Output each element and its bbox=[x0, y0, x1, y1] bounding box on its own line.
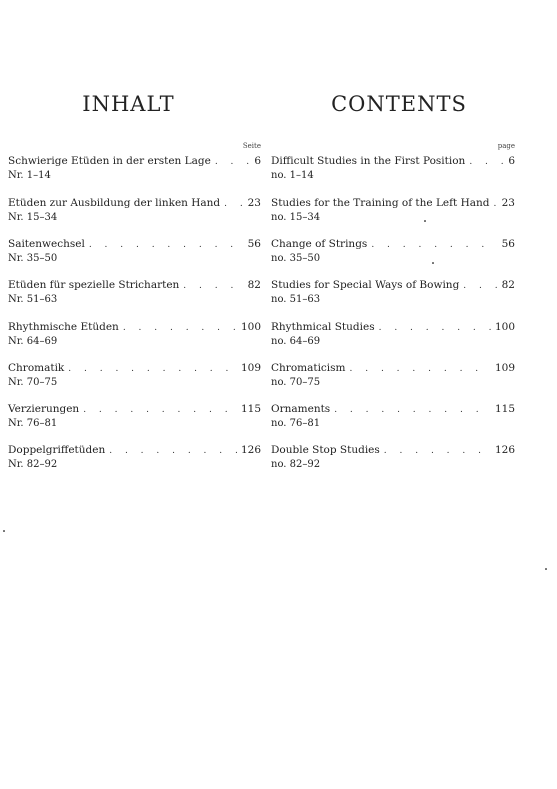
entry-range: no. 51–63 bbox=[271, 294, 321, 305]
entry-title: Doppelgriffetüden bbox=[8, 444, 106, 456]
german-heading: INHALT bbox=[82, 92, 175, 116]
entry-range: no. 64–69 bbox=[271, 336, 321, 347]
english-heading: CONTENTS bbox=[331, 92, 467, 116]
entry-page: 100 bbox=[494, 321, 515, 333]
toc-entry bbox=[271, 238, 515, 265]
entry-title: Rhythmical Studies bbox=[271, 321, 375, 333]
entry-range: Nr. 51–63 bbox=[8, 294, 58, 305]
entry-page: 56 bbox=[247, 238, 261, 250]
toc-entry bbox=[271, 321, 515, 348]
entry-page: 56 bbox=[501, 238, 515, 250]
entry-page: 109 bbox=[494, 362, 515, 374]
entry-page: 109 bbox=[240, 362, 261, 374]
entry-page: 115 bbox=[494, 403, 515, 415]
scan-speck bbox=[432, 262, 434, 264]
entry-range: no. 82–92 bbox=[271, 459, 321, 470]
entry-page: 6 bbox=[508, 155, 515, 167]
toc-entry bbox=[8, 362, 261, 389]
dot-leader bbox=[334, 404, 491, 417]
entry-range: no. 35–50 bbox=[271, 253, 321, 264]
entry-range: Nr. 70–75 bbox=[8, 377, 58, 388]
entry-title: Chromaticism bbox=[271, 362, 346, 374]
english-page-label: page bbox=[497, 142, 515, 150]
entry-range: no. 15–34 bbox=[271, 212, 321, 223]
entry-range: Nr. 1–14 bbox=[8, 170, 51, 181]
dot-leader bbox=[350, 363, 491, 376]
entry-range: no. 70–75 bbox=[271, 377, 321, 388]
entry-page: 6 bbox=[254, 155, 261, 167]
dot-leader bbox=[384, 445, 491, 458]
entry-title: Etüden für spezielle Stricharten bbox=[8, 279, 180, 291]
dot-leader bbox=[215, 156, 251, 169]
toc-entry bbox=[271, 197, 515, 224]
toc-entry bbox=[8, 403, 261, 430]
entry-title: Ornaments bbox=[271, 403, 331, 415]
entry-title: Studies for the Training of the Left Hand bbox=[271, 197, 490, 209]
entry-page: 126 bbox=[240, 444, 261, 456]
toc-entry bbox=[8, 197, 261, 224]
entry-range: Nr. 35–50 bbox=[8, 253, 58, 264]
entry-range: no. 1–14 bbox=[271, 170, 314, 181]
dot-leader bbox=[371, 239, 497, 252]
entry-title: Saitenwechsel bbox=[8, 238, 85, 250]
entry-range: Nr. 64–69 bbox=[8, 336, 58, 347]
entry-page: 82 bbox=[247, 279, 261, 291]
entry-title: Etüden zur Ausbildung der linken Hand bbox=[8, 197, 221, 209]
german-page-label: Seite bbox=[242, 142, 261, 150]
dot-leader bbox=[183, 280, 243, 293]
entry-page: 100 bbox=[240, 321, 261, 333]
entry-title: Studies for Special Ways of Bowing bbox=[271, 279, 460, 291]
entry-range: Nr. 15–34 bbox=[8, 212, 58, 223]
dot-leader bbox=[379, 322, 491, 335]
scan-speck bbox=[3, 530, 5, 532]
entry-title: Difficult Studies in the First Position bbox=[271, 155, 466, 167]
scan-speck bbox=[545, 568, 547, 570]
toc-entry bbox=[271, 279, 515, 306]
toc-entry bbox=[271, 403, 515, 430]
entry-page: 82 bbox=[501, 279, 515, 291]
dot-leader bbox=[123, 322, 237, 335]
toc-entry bbox=[8, 238, 261, 265]
toc-entry bbox=[8, 155, 261, 182]
entry-title: Verzierungen bbox=[8, 403, 80, 415]
dot-leader bbox=[463, 280, 497, 293]
entry-page: 126 bbox=[494, 444, 515, 456]
entry-title: Schwierige Etüden in der ersten Lage bbox=[8, 155, 211, 167]
dot-leader bbox=[224, 198, 243, 211]
entry-title: Change of Strings bbox=[271, 238, 368, 250]
entry-title: Double Stop Studies bbox=[271, 444, 380, 456]
toc-entry bbox=[8, 279, 261, 306]
entry-page: 23 bbox=[501, 197, 515, 209]
toc-entry bbox=[271, 362, 515, 389]
dot-leader bbox=[68, 363, 237, 376]
entry-range: no. 76–81 bbox=[271, 418, 321, 429]
dot-leader bbox=[89, 239, 244, 252]
entry-title: Rhythmische Etüden bbox=[8, 321, 119, 333]
dot-leader bbox=[469, 156, 504, 169]
toc-entry bbox=[271, 444, 515, 471]
entry-range: Nr. 76–81 bbox=[8, 418, 58, 429]
scan-speck bbox=[424, 220, 426, 222]
entry-page: 23 bbox=[247, 197, 261, 209]
dot-leader bbox=[494, 198, 498, 211]
dot-leader bbox=[83, 404, 237, 417]
dot-leader bbox=[109, 445, 237, 458]
entry-page: 115 bbox=[240, 403, 261, 415]
entry-title: Chromatik bbox=[8, 362, 65, 374]
toc-entry bbox=[8, 321, 261, 348]
toc-entry bbox=[271, 155, 515, 182]
toc-entry bbox=[8, 444, 261, 471]
entry-range: Nr. 82–92 bbox=[8, 459, 58, 470]
